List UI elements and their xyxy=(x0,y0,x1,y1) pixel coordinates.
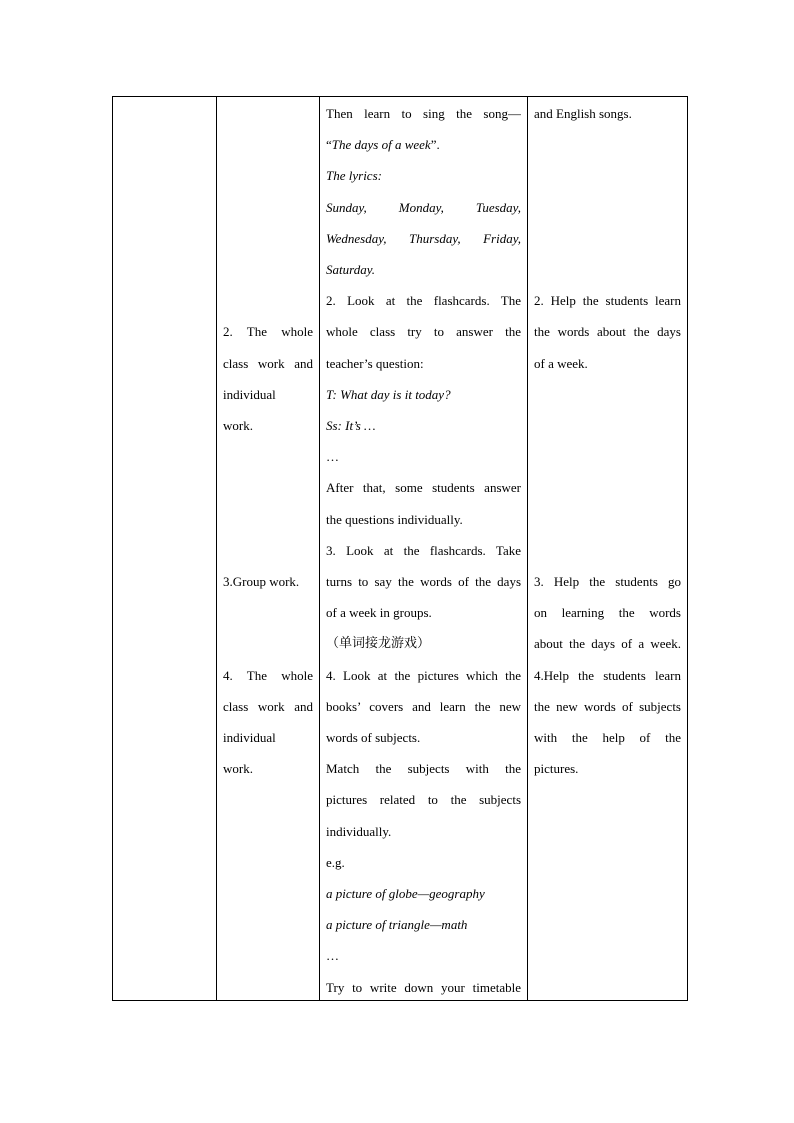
purpose-line: the words about the days xyxy=(534,324,681,340)
activity-line: The lyrics: xyxy=(326,168,382,184)
activity-line: individually. xyxy=(326,823,392,839)
purpose-line: 3. Help the students go xyxy=(534,574,681,589)
activity-line: Try to write down your timetable xyxy=(326,979,521,995)
activity-line: whole class try to answer the xyxy=(326,324,521,340)
activity-line: … xyxy=(326,948,339,964)
cell-purpose xyxy=(528,97,688,1001)
approach-line: work. xyxy=(223,418,253,433)
cell-activities xyxy=(320,97,528,1001)
activity-line: … xyxy=(326,449,339,465)
approach-line: 4. The whole xyxy=(223,667,313,683)
activity-line: the questions individually. xyxy=(326,511,463,527)
activity-line: 3. Look at the flashcards. Take xyxy=(326,542,521,558)
purpose-line: on learning the words xyxy=(534,605,681,621)
cell-purpose-content xyxy=(528,97,687,1000)
approach-line: 3.Group work. xyxy=(223,574,300,589)
cell-step xyxy=(113,97,217,1001)
activity-line: a picture of globe—geography xyxy=(326,886,485,901)
activity-line: pictures related to the subjects xyxy=(326,792,521,808)
purpose-line: about the days of a week. xyxy=(534,636,681,652)
cell-activities-content xyxy=(320,97,527,1000)
approach-line: class work and xyxy=(223,698,313,714)
activity-line: books’ covers and learn the new xyxy=(326,698,521,714)
activity-line: e.g. xyxy=(326,854,345,870)
activity-line: “The days of a week”. xyxy=(326,137,440,153)
approach-line: individual xyxy=(223,386,276,402)
cell-step-content xyxy=(113,97,216,1000)
activity-line: a picture of triangle—math xyxy=(326,917,468,933)
cell-approach xyxy=(217,97,320,1001)
lesson-plan-table xyxy=(112,96,688,1001)
approach-line: work. xyxy=(223,761,253,777)
approach-line: individual xyxy=(223,730,276,745)
activity-line: 4. Look at the pictures which the xyxy=(326,667,521,683)
activity-line: Sunday, Monday, Tuesday, xyxy=(326,199,521,215)
activity-line: turns to say the words of the days xyxy=(326,574,521,589)
activity-line: Ss: It’s … xyxy=(326,418,376,433)
activity-line: 2. Look at the flashcards. The xyxy=(326,293,521,309)
purpose-line: 4.Help the students learn xyxy=(534,667,681,683)
table-row xyxy=(113,97,688,1001)
purpose-line: 2. Help the students learn xyxy=(534,293,681,309)
activity-line: Then learn to sing the song— xyxy=(326,106,521,121)
song-title: The days of a week xyxy=(331,137,431,153)
activity-line: words of subjects. xyxy=(326,730,421,745)
activity-line: Saturday. xyxy=(326,262,375,277)
activity-line: teacher’s question: xyxy=(326,355,424,371)
activity-line: Match the subjects with the xyxy=(326,761,521,777)
activity-line: （单词接龙游戏） xyxy=(326,636,431,652)
activity-line: of a week in groups. xyxy=(326,605,432,621)
activity-line: Wednesday, Thursday, Friday, xyxy=(326,230,521,246)
approach-line: 2. The whole xyxy=(223,324,313,340)
purpose-line: the new words of subjects xyxy=(534,698,681,714)
cell-approach-content xyxy=(217,97,319,1000)
purpose-line: with the help of the xyxy=(534,730,681,745)
purpose-line: and English songs. xyxy=(534,106,632,121)
activity-line: After that, some students answer xyxy=(326,480,521,496)
purpose-line: pictures. xyxy=(534,761,579,777)
purpose-line: of a week. xyxy=(534,355,588,371)
approach-line: class work and xyxy=(223,355,313,371)
activity-line: T: What day is it today? xyxy=(326,386,451,402)
